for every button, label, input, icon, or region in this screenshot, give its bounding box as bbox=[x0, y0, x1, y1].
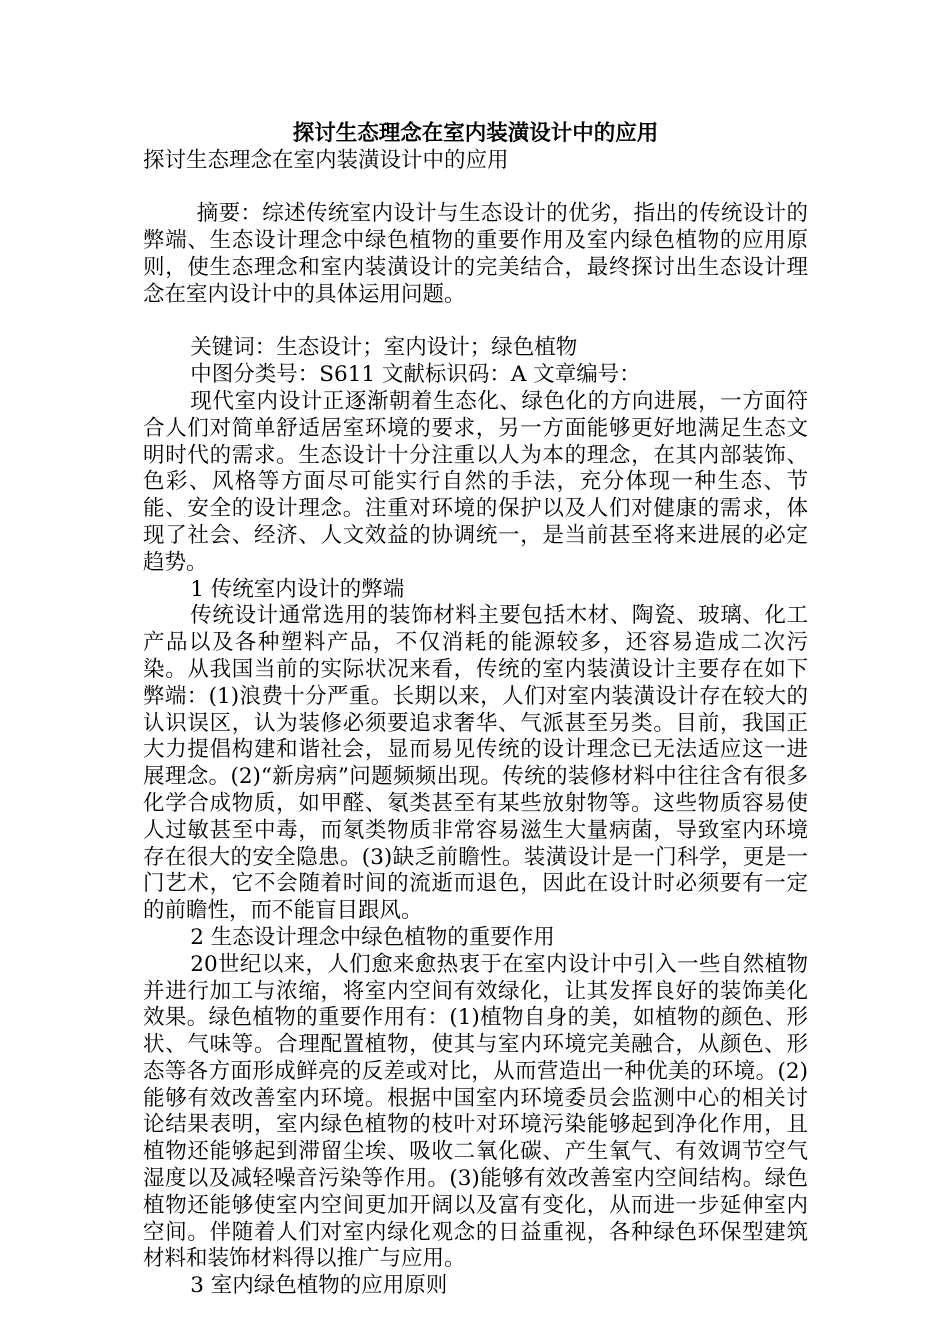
section-3-heading: 3 室内绿色植物的应用原则 bbox=[190, 1273, 448, 1299]
section-1-heading: 1 传统室内设计的弊端 bbox=[190, 576, 405, 602]
document-page bbox=[143, 121, 808, 1300]
classification-line: 中图分类号：S611 文献标识码：A 文章编号： bbox=[190, 362, 641, 388]
keywords-line: 关键词：生态设计；室内设计；绿色植物 bbox=[190, 335, 578, 361]
spacer bbox=[143, 175, 808, 202]
section-2-heading: 2 生态设计理念中绿色植物的重要作用 bbox=[190, 924, 555, 950]
abstract-paragraph: 摘要：综述传统室内设计与生态设计的优劣，指出的传统设计的弊端、生态设计理念中绿色植物的重要作用及室内绿色植物的应用原则，使生态理念和室内装潢设计的完美结合，最终探讨出生态设计理念在室内设计中的具体运用问题。 bbox=[143, 201, 808, 307]
section-2-paragraph: 20世纪以来，人们愈来愈热衷于在室内设计中引入一些自然植物并进行加工与浓缩，将室内空间有效绿化，让其发挥良好的装饰美化效果。绿色植物的重要作用有：(1)植物自身的美，如植物的颜色、形状、气味等。合理配置植物，使其与室内环境完美融合，从颜色、形态等各方面形成鲜亮的反差或对比，从而营造出一种优美的环境。(2)能够有效改善室内环境。根据中国室内环境委员会监测中心的相关讨论结果表明，室内绿色植物的枝叶对环境污染能够起到净化作用，且植物还能够起到滞留尘埃、吸收二氧化碳、产生氧气、有效调节空气湿度以及减轻噪音污染等作用。(3)能够有效改善室内空间结构。绿色植物还能够使室内空间更加开阔以及富有变化，从而进一步延伸室内空间。伴随着人们对室内绿化观念的日益重视，各种绿色环保型建筑材料和装饰材料得以推广与应用。 bbox=[143, 951, 808, 1272]
document-title: 探讨生态理念在室内装潢设计中的应用 bbox=[292, 121, 659, 146]
document-subtitle: 探讨生态理念在室内装潢设计中的应用 bbox=[143, 147, 509, 173]
spacer bbox=[143, 309, 808, 336]
intro-paragraph: 现代室内设计正逐渐朝着生态化、绿色化的方向进展，一方面符合人们对简单舒适居室环境的要求，另一方面能够更好地满足生态文明时代的需求。生态设计十分注重以人为本的理念，在其内部装饰、色彩、风格等方面尽可能实行自然的手法，充分体现一种生态、节能、安全的设计理念。注重对环境的保护以及人们对健康的需求，体现了社会、经济、人文效益的协调统一，是当前甚至将来进展的必定趋势。 bbox=[143, 388, 808, 575]
section-1-paragraph: 传统设计通常选用的装饰材料主要包括木材、陶瓷、玻璃、化工产品以及各种塑料产品，不仅消耗的能源较多，还容易造成二次污染。从我国当前的实际状况来看，传统的室内装潢设计主要存在如下弊端：(1)浪费十分严重。长期以来，人们对室内装潢设计存在较大的认识误区，认为装修必须要追求奢华、气派甚至另类。目前，我国正大力提倡构建和谐社会，显而易见传统的设计理念已无法适应这一进展理念。(2)“新房病”问题频频出现。传统的装修材料中往往含有很多化学合成物质，如甲醛、氡类甚至有某些放射物等。这些物质容易使人过敏甚至中毒，而氡类物质非常容易滋生大量病菌，导致室内环境存在很大的安全隐患。(3)缺乏前瞻性。装潢设计是一门科学，更是一门艺术，它不会随着时间的流逝而退色，因此在设计时必须要有一定的前瞻性，而不能盲目跟风。 bbox=[143, 603, 808, 924]
